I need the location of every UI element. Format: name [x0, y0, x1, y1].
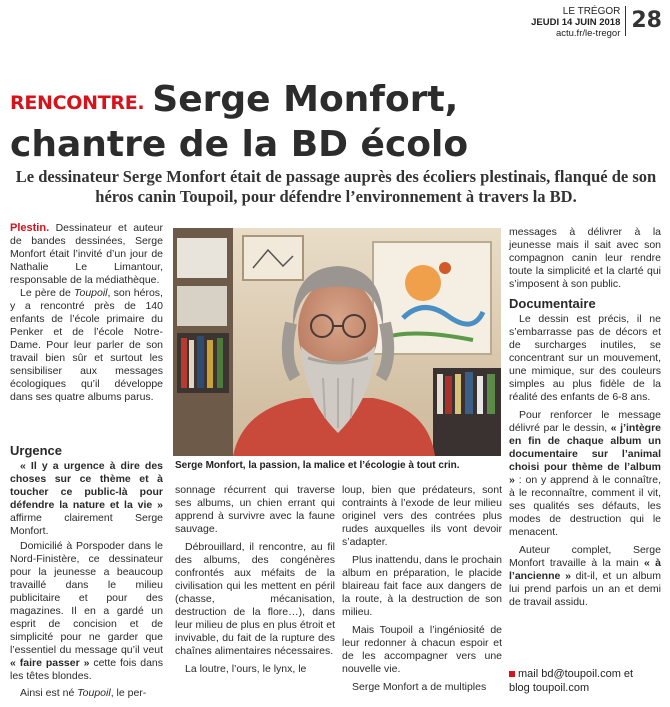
text: Auteur complet, Serge Monfort travaille à la main [509, 544, 661, 569]
paragraph [10, 540, 163, 683]
column-2 [175, 484, 335, 676]
masthead-info [531, 6, 620, 39]
subheading-documentaire: Documentaire [509, 296, 596, 311]
text: Domicilié à Porspoder dans le Nord-Finistère, ce dessinateur pour la jeunesse a beaucoup travaillé dans le milieu publicitaire et pour des magazines. Il en a gardé un esprit de concision et de simplicité pour ne garder que l’essentiel du message qu’il veut [10, 540, 163, 656]
paragraph [10, 287, 163, 404]
newspaper-name: LE TRÉGOR [562, 6, 621, 17]
headline-line-1: Serge Monfort, [152, 79, 459, 120]
column-3 [342, 484, 502, 694]
paragraph: Débrouillard, il rencontre, au fil des albums, des congénères confrontés aux méfaits de la civilisation qui les mettent en péril (chasse, mécanisation, destruction de la flore…), dans leur milieu de plus en plus étroit et invivable, du fait de la rupture des chaînes alimentaires nécessaires. [175, 541, 335, 657]
contact-email: mail bd@toupoil.com et [518, 668, 634, 680]
hero-name: Toupoil [74, 287, 108, 299]
text: Pour renforcer le message délivré par le dessin, [509, 409, 661, 434]
quote: « j’intègre en fin de chaque album un documentaire sur l’animal choisi pour thème de l’album » [509, 422, 661, 486]
text: dit-il, et un album lui prend parfois un an et demi de travail assidu. [509, 570, 662, 608]
paragraph-text: Dessinateur et auteur de bandes dessinées, Serge Monfort était l’invité d’un jour de Nathalie Le Limantour, responsable de la médiathèque. [10, 222, 163, 286]
paragraph [10, 222, 163, 287]
paragraph [509, 409, 661, 539]
text: Le père de [20, 287, 75, 299]
text: affirme clairement Serge Monfort. [10, 512, 163, 537]
issue-date: JEUDI 14 JUIN 2018 [531, 17, 621, 28]
paragraph: La loutre, l’ours, le lynx, le [185, 663, 307, 675]
quote: « à l’ancienne » [509, 557, 661, 582]
masthead [531, 6, 662, 39]
paragraph: Plus inattendu, dans le prochain album en préparation, le placide blaireau fait face aux dangers de la route, à la destruction de son milieu. [342, 554, 502, 618]
headline-line-2: chantre de la BD écolo [10, 124, 469, 165]
photo-caption: Serge Monfort, la passion, la malice et l’écologie à tout crin. [175, 460, 460, 471]
contact-info [509, 667, 669, 695]
headline [10, 80, 670, 165]
kicker: RENCONTRE. [10, 92, 145, 114]
paragraph: sonnage récurrent qui traverse ses albums, un chien errant qui apprend à survivre avec la faune sauvage. [175, 484, 335, 535]
hero-name: Toupoil [77, 687, 111, 699]
paragraph: Le dessin est précis, il ne s’embarrasse pas de décors et de surcharges inutiles, se concentrant sur un mouvement, une mimique, sur des couleurs simples au plus fidèle de la réalité des enfants de 6-8 ans. [509, 313, 661, 403]
website: actu.fr/le-tregor [555, 28, 621, 39]
bullet-square-icon [509, 671, 515, 677]
text: Ainsi est né [20, 687, 78, 699]
portrait-photo [173, 228, 501, 456]
paragraph: loup, bien que prédateurs, sont contraints à l’exode de leur milieu originel vers des contrées plus rudes auxquelles ils vont devoir s’adapter. [342, 484, 502, 548]
paragraph [10, 687, 163, 700]
quote: « Il y a urgence à dire des choses sur ce thème et à toucher ce public-là pour défendre la nature et la vie » [10, 460, 163, 511]
photo-illustration [173, 228, 501, 456]
standfirst: Le dessinateur Serge Monfort était de passage auprès des écoliers plestinais, flanqué de son héros canin Toupoil, pour défendre l’environnement à travers la BD. [15, 167, 657, 206]
quote: « faire passer » [10, 657, 90, 669]
page-number: 28 [625, 6, 662, 36]
text: , son héros, y a rencontré près de 140 enfants de l’école primaire du Penker et de l’école Notre-Dame. Pour leur parler de son travail bien sûr et surtout les sensibiliser aux messages écologiques qu’il développe dans ses quatre albums parus. [10, 287, 163, 403]
paragraph: Mais Toupoil a l’ingéniosité de leur redonner à chacun espoir et de les accompagner vers une nouvelle vie. [342, 624, 502, 675]
dateline: Plestin. [10, 222, 50, 234]
paragraph: messages à délivrer à la jeunesse mais il sait avec son compagnon canin leur rendre toute la simplicité et la clarté qui s’imposent à son public. [509, 226, 661, 290]
text: , le per- [110, 687, 147, 699]
paragraph [509, 544, 661, 609]
paragraph: Serge Monfort a de multiples [352, 681, 487, 693]
paragraph [10, 460, 163, 538]
column-1 [10, 222, 163, 404]
text: : on y apprend à le connaître, à le reconnaître, comment il vit, ses qualités ses défauts, les modes de destruction qui le menacent. [509, 474, 661, 538]
column-4 [509, 226, 661, 609]
contact-blog: blog toupoil.com [509, 682, 590, 694]
subheading-urgence: Urgence [10, 443, 63, 458]
column-1-continued [10, 438, 163, 700]
text: cette fois dans les têtes blondes. [10, 657, 163, 682]
